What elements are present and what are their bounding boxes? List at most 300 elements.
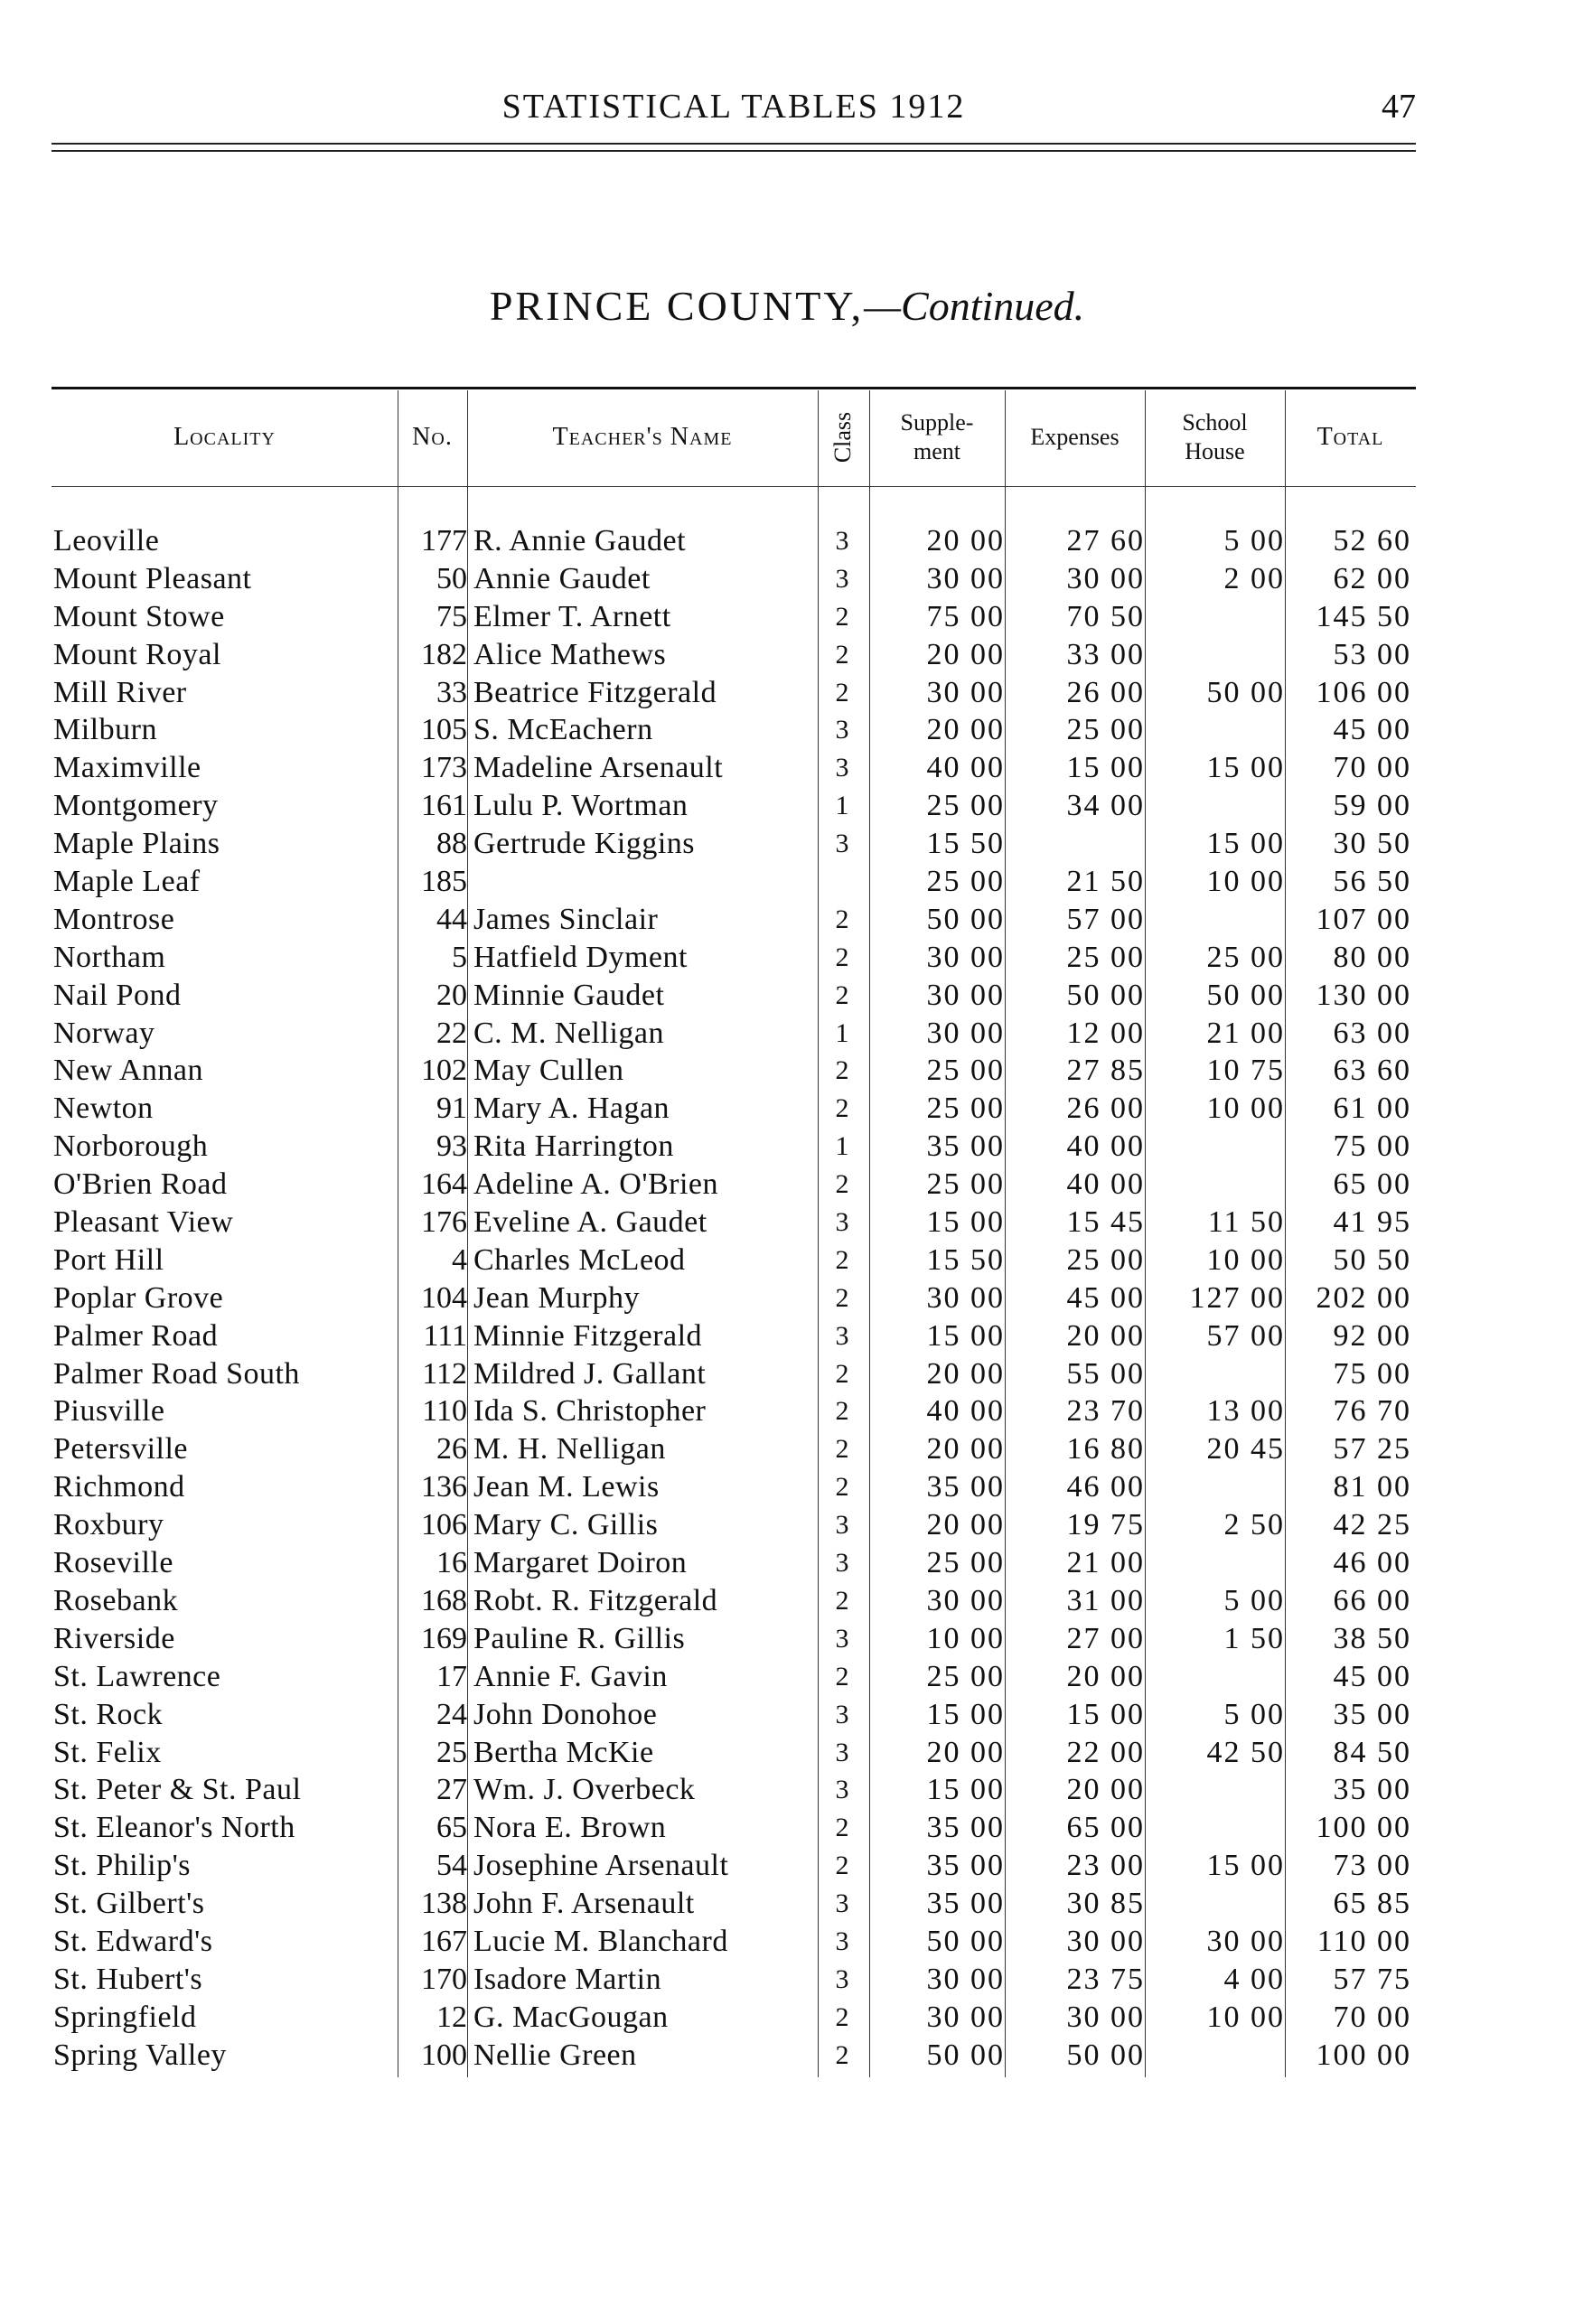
cell-teacher-name: Josephine Arsenault [473, 1849, 729, 1883]
cell-teacher-name: Ida S. Christopher [473, 1394, 707, 1429]
cell-supplement: 35 00 [926, 1849, 1005, 1883]
cell-expenses: 26 00 [1066, 1092, 1145, 1126]
running-title: STATISTICAL TABLES 1912 [501, 88, 966, 126]
table-row [52, 787, 1416, 825]
cell-class: 2 [835, 1813, 849, 1843]
cell-locality: Mount Pleasant [53, 561, 252, 595]
cell-class: 3 [835, 1510, 849, 1541]
header-class [818, 390, 869, 484]
cell-total: 63 00 [1333, 1016, 1411, 1050]
county-name: PRINCE COUNTY, [489, 283, 865, 329]
cell-total: 66 00 [1333, 1583, 1411, 1617]
cell-total: 130 00 [1316, 978, 1411, 1012]
cell-total: 75 00 [1333, 1129, 1411, 1164]
cell-teacher-name: Wm. J. Overbeck [473, 1773, 696, 1807]
cell-teacher-name: Eveline A. Gaudet [473, 1205, 707, 1240]
cell-locality: Spring Valley [53, 2038, 227, 2072]
table-row [52, 1809, 1416, 1847]
table-row [52, 1734, 1416, 1772]
cell-class: 3 [835, 1888, 849, 1919]
cell-school-house: 21 00 [1206, 1016, 1285, 1050]
cell-locality: St. Edward's [53, 1924, 213, 1958]
cell-no: 12 [436, 2000, 467, 2034]
table-row [52, 1923, 1416, 1961]
cell-no: 112 [422, 1356, 467, 1391]
cell-expenses: 25 00 [1066, 940, 1145, 974]
cell-expenses: 40 00 [1066, 1167, 1145, 1202]
cell-school-house: 10 00 [1206, 1092, 1285, 1126]
cell-expenses: 50 00 [1066, 978, 1145, 1012]
cell-teacher-name: Charles McLeod [473, 1242, 686, 1277]
cell-expenses: 27 60 [1066, 524, 1145, 558]
cell-school-house: 13 00 [1206, 1394, 1285, 1429]
cell-no: 170 [421, 1962, 467, 1996]
cell-locality: O'Brien Road [53, 1167, 228, 1202]
cell-teacher-name: Mary A. Hagan [473, 1092, 670, 1126]
cell-class: 3 [835, 1737, 849, 1767]
cell-no: 177 [421, 524, 467, 558]
cell-teacher-name: Gertrude Kiggins [473, 827, 696, 861]
cell-total: 45 00 [1333, 1659, 1411, 1693]
cell-school-house: 50 00 [1206, 675, 1285, 709]
cell-teacher-name: Elmer T. Arnett [473, 599, 671, 633]
cell-locality: St. Lawrence [53, 1659, 221, 1693]
cell-locality: Pleasant View [53, 1205, 234, 1240]
table-row [52, 1052, 1416, 1090]
cell-expenses: 15 00 [1066, 751, 1145, 785]
header-total: Total [1316, 423, 1384, 451]
cell-supplement: 50 00 [926, 2038, 1005, 2072]
table-row [52, 1620, 1416, 1658]
cell-total: 57 25 [1333, 1432, 1411, 1467]
cell-teacher-name: James Sinclair [473, 902, 659, 936]
cell-class: 3 [835, 1926, 849, 1956]
table-row [52, 674, 1416, 712]
cell-class: 2 [835, 1434, 849, 1465]
cell-expenses: 26 00 [1066, 675, 1145, 709]
cell-locality: St. Gilbert's [53, 1887, 205, 1921]
cell-no: 91 [436, 1092, 467, 1126]
cell-class: 3 [835, 1548, 849, 1579]
cell-total: 107 00 [1316, 902, 1411, 936]
table-top-rule [52, 387, 1416, 389]
cell-expenses: 34 00 [1066, 789, 1145, 823]
cell-locality: Montrose [53, 902, 175, 936]
cell-class: 2 [835, 1055, 849, 1086]
cell-no: 75 [436, 599, 467, 633]
cell-class: 3 [835, 1775, 849, 1805]
cell-locality: Richmond [53, 1470, 185, 1504]
cell-expenses: 15 45 [1066, 1205, 1145, 1240]
cell-supplement: 15 50 [926, 1242, 1005, 1277]
cell-class: 2 [835, 904, 849, 934]
cell-expenses: 27 85 [1066, 1054, 1145, 1088]
cell-expenses: 20 00 [1066, 1659, 1145, 1693]
cell-supplement: 25 00 [926, 1546, 1005, 1580]
cell-expenses: 15 00 [1066, 1697, 1145, 1731]
cell-teacher-name: S. McEachern [473, 713, 653, 747]
cell-teacher-name: Nellie Green [473, 2038, 637, 2072]
table-body [52, 522, 1416, 2075]
cell-supplement: 30 00 [926, 2000, 1005, 2034]
cell-total: 59 00 [1333, 789, 1411, 823]
cell-teacher-name: Annie Gaudet [473, 561, 651, 595]
statistics-table [52, 387, 1416, 2077]
cell-class: 2 [835, 1358, 849, 1389]
cell-total: 42 25 [1333, 1508, 1411, 1542]
header-rule-bottom [52, 150, 1416, 152]
cell-school-house: 2 00 [1223, 561, 1285, 595]
cell-total: 73 00 [1333, 1849, 1411, 1883]
cell-supplement: 30 00 [926, 1016, 1005, 1050]
cell-class: 1 [835, 1017, 849, 1048]
cell-expenses: 25 00 [1066, 713, 1145, 747]
cell-school-house: 15 00 [1206, 827, 1285, 861]
cell-supplement: 15 00 [926, 1205, 1005, 1240]
table-row [52, 1355, 1416, 1393]
cell-class: 2 [835, 1169, 849, 1200]
cell-total: 30 50 [1333, 827, 1411, 861]
cell-locality: New Annan [53, 1054, 203, 1088]
cell-no: 100 [421, 2038, 467, 2072]
cell-teacher-name: R. Annie Gaudet [473, 524, 687, 558]
cell-total: 63 60 [1333, 1054, 1411, 1088]
table-row [52, 863, 1416, 901]
cell-supplement: 25 00 [926, 865, 1005, 899]
table-row [52, 1015, 1416, 1053]
cell-expenses: 55 00 [1066, 1356, 1145, 1391]
cell-total: 53 00 [1333, 637, 1411, 671]
cell-no: 4 [452, 1242, 467, 1277]
cell-teacher-name: Lulu P. Wortman [473, 789, 689, 823]
cell-teacher-name: John F. Arsenault [473, 1887, 695, 1921]
cell-locality: Mount Stowe [53, 599, 225, 633]
cell-teacher-name: Isadore Martin [473, 1962, 662, 1996]
cell-class: 2 [835, 942, 849, 972]
cell-total: 65 85 [1333, 1887, 1411, 1921]
cell-locality: Rosebank [53, 1583, 179, 1617]
cell-teacher-name: C. M. Nelligan [473, 1016, 664, 1050]
cell-teacher-name: Mildred J. Gallant [473, 1356, 707, 1391]
table-row [52, 1999, 1416, 2037]
table-row [52, 1582, 1416, 1620]
cell-total: 56 50 [1333, 865, 1411, 899]
cell-expenses: 16 80 [1066, 1432, 1145, 1467]
cell-school-house: 10 00 [1206, 2000, 1285, 2034]
cell-locality: Palmer Road [53, 1318, 219, 1353]
cell-supplement: 25 00 [926, 1659, 1005, 1693]
cell-teacher-name: John Donohoe [473, 1697, 658, 1731]
cell-no: 161 [421, 789, 467, 823]
cell-class: 2 [835, 601, 849, 632]
cell-teacher-name: M. H. Nelligan [473, 1432, 666, 1467]
cell-expenses: 65 00 [1066, 1811, 1145, 1845]
cell-teacher-name: Jean Murphy [473, 1280, 640, 1315]
cell-no: 106 [421, 1508, 467, 1542]
cell-total: 80 00 [1333, 940, 1411, 974]
table-row [52, 1430, 1416, 1468]
cell-class: 2 [835, 2001, 849, 2032]
table-row [52, 1658, 1416, 1696]
cell-school-house: 11 50 [1207, 1205, 1285, 1240]
cell-school-house: 1 50 [1223, 1621, 1285, 1655]
cell-teacher-name: Bertha McKie [473, 1735, 654, 1769]
cell-locality: Springfield [53, 2000, 197, 2034]
cell-school-house: 10 00 [1206, 1242, 1285, 1277]
cell-class: 2 [835, 1851, 849, 1881]
cell-no: 24 [436, 1697, 467, 1731]
cell-locality: St. Hubert's [53, 1962, 203, 1996]
cell-teacher-name: Adeline A. O'Brien [473, 1167, 719, 1202]
cell-teacher-name: Jean M. Lewis [473, 1470, 660, 1504]
cell-locality: St. Felix [53, 1735, 162, 1769]
cell-total: 100 00 [1316, 1811, 1411, 1845]
table-row [52, 1847, 1416, 1885]
cell-class: 2 [835, 1585, 849, 1616]
cell-supplement: 40 00 [926, 751, 1005, 785]
cell-school-house: 25 00 [1206, 940, 1285, 974]
cell-supplement: 30 00 [926, 978, 1005, 1012]
cell-total: 75 00 [1333, 1356, 1411, 1391]
table-row [52, 636, 1416, 674]
cell-total: 38 50 [1333, 1621, 1411, 1655]
cell-locality: Palmer Road South [53, 1356, 300, 1391]
cell-class: 1 [835, 1131, 849, 1162]
header-rule-top [52, 143, 1416, 145]
cell-supplement: 25 00 [926, 1167, 1005, 1202]
cell-school-house: 50 00 [1206, 978, 1285, 1012]
cell-no: 44 [436, 902, 467, 936]
page-header [52, 87, 1416, 132]
cell-no: 20 [436, 978, 467, 1012]
cell-no: 185 [421, 865, 467, 899]
cell-locality: Leoville [53, 524, 160, 558]
cell-supplement: 25 00 [926, 789, 1005, 823]
cell-class: 1 [835, 791, 849, 821]
cell-no: 16 [436, 1546, 467, 1580]
cell-class: 3 [835, 526, 849, 556]
cell-total: 35 00 [1333, 1773, 1411, 1807]
cell-supplement: 20 00 [926, 637, 1005, 671]
cell-total: 70 00 [1333, 2000, 1411, 2034]
cell-teacher-name: Minnie Gaudet [473, 978, 665, 1012]
cell-supplement: 35 00 [926, 1129, 1005, 1164]
table-row [52, 1204, 1416, 1242]
cell-no: 167 [421, 1924, 467, 1958]
cell-expenses: 70 50 [1066, 599, 1145, 633]
cell-supplement: 30 00 [926, 1962, 1005, 1996]
cell-class: 2 [835, 2039, 849, 2070]
cell-school-house: 2 50 [1223, 1508, 1285, 1542]
cell-total: 100 00 [1316, 2038, 1411, 2072]
table-row [52, 1696, 1416, 1734]
table-row [52, 1544, 1416, 1582]
cell-total: 50 50 [1333, 1242, 1411, 1277]
header-supplement: Supple-ment [900, 409, 974, 464]
cell-no: 93 [436, 1129, 467, 1164]
cell-expenses: 22 00 [1066, 1735, 1145, 1769]
cell-locality: Nail Pond [53, 978, 182, 1012]
cell-supplement: 35 00 [926, 1887, 1005, 1921]
cell-expenses: 45 00 [1066, 1280, 1145, 1315]
cell-supplement: 30 00 [926, 1280, 1005, 1315]
cell-school-house: 57 00 [1206, 1318, 1285, 1353]
cell-teacher-name: Minnie Fitzgerald [473, 1318, 703, 1353]
cell-no: 22 [436, 1016, 467, 1050]
cell-teacher-name: Robt. R. Fitzgerald [473, 1583, 718, 1617]
cell-no: 104 [421, 1280, 467, 1315]
cell-supplement: 50 00 [926, 902, 1005, 936]
cell-expenses: 30 85 [1066, 1887, 1145, 1921]
cell-total: 45 00 [1333, 713, 1411, 747]
table-row [52, 977, 1416, 1015]
cell-locality: St. Philip's [53, 1849, 191, 1883]
cell-school-house: 30 00 [1206, 1924, 1285, 1958]
cell-locality: Piusville [53, 1394, 165, 1429]
cell-total: 61 00 [1333, 1092, 1411, 1126]
cell-no: 27 [436, 1773, 467, 1807]
cell-locality: Northam [53, 940, 166, 974]
cell-expenses: 30 00 [1066, 2000, 1145, 2034]
cell-total: 92 00 [1333, 1318, 1411, 1353]
cell-teacher-name: G. MacGougan [473, 2000, 669, 2034]
table-row [52, 711, 1416, 749]
cell-supplement: 15 00 [926, 1318, 1005, 1353]
cell-class: 3 [835, 1623, 849, 1654]
cell-class: 3 [835, 829, 849, 859]
cell-locality: Mill River [53, 675, 187, 709]
cell-class: 2 [835, 1244, 849, 1275]
cell-supplement: 30 00 [926, 561, 1005, 595]
cell-expenses: 30 00 [1066, 561, 1145, 595]
cell-total: 110 00 [1316, 1924, 1411, 1958]
table-row [52, 939, 1416, 977]
cell-expenses: 57 00 [1066, 902, 1145, 936]
cell-no: 5 [452, 940, 467, 974]
table-row [52, 1166, 1416, 1204]
table-row [52, 2037, 1416, 2075]
cell-no: 17 [436, 1659, 467, 1693]
cell-locality: Maximville [53, 751, 201, 785]
cell-teacher-name: Alice Mathews [473, 637, 667, 671]
cell-teacher-name: Margaret Doiron [473, 1546, 688, 1580]
cell-supplement: 20 00 [926, 1356, 1005, 1391]
cell-no: 26 [436, 1432, 467, 1467]
cell-locality: St. Rock [53, 1697, 164, 1731]
cell-no: 25 [436, 1735, 467, 1769]
cell-locality: Milburn [53, 713, 157, 747]
cell-no: 168 [421, 1583, 467, 1617]
cell-school-house: 4 00 [1223, 1962, 1285, 1996]
cell-locality: St. Eleanor's North [53, 1811, 295, 1845]
cell-locality: Norborough [53, 1129, 209, 1164]
cell-school-house: 5 00 [1223, 1583, 1285, 1617]
cell-class: 2 [835, 1396, 849, 1427]
cell-class: 2 [835, 1661, 849, 1691]
cell-supplement: 20 00 [926, 1508, 1005, 1542]
table-header-rule [52, 486, 1416, 487]
cell-teacher-name: May Cullen [473, 1054, 624, 1088]
table-row [52, 1090, 1416, 1128]
cell-total: 41 95 [1333, 1205, 1411, 1240]
cell-expenses: 46 00 [1066, 1470, 1145, 1504]
cell-expenses: 40 00 [1066, 1129, 1145, 1164]
header-teacher-name: Teacher's Name [552, 423, 733, 451]
table-row [52, 825, 1416, 863]
cell-supplement: 30 00 [926, 675, 1005, 709]
cell-no: 54 [436, 1849, 467, 1883]
cell-class: 2 [835, 639, 849, 670]
table-row [52, 1885, 1416, 1923]
cell-total: 81 00 [1333, 1470, 1411, 1504]
cell-locality: Montgomery [53, 789, 219, 823]
cell-school-house: 42 50 [1206, 1735, 1285, 1769]
cell-no: 182 [421, 637, 467, 671]
cell-expenses: 19 75 [1066, 1508, 1145, 1542]
cell-expenses: 23 00 [1066, 1849, 1145, 1883]
cell-total: 35 00 [1333, 1697, 1411, 1731]
cell-locality: St. Peter & St. Paul [53, 1773, 302, 1807]
cell-supplement: 15 50 [926, 827, 1005, 861]
cell-class: 2 [835, 1093, 849, 1124]
cell-total: 70 00 [1333, 751, 1411, 785]
cell-no: 176 [421, 1205, 467, 1240]
cell-supplement: 75 00 [926, 599, 1005, 633]
cell-total: 84 50 [1333, 1735, 1411, 1769]
cell-expenses: 30 00 [1066, 1924, 1145, 1958]
cell-school-house: 15 00 [1206, 1849, 1285, 1883]
cell-total: 76 70 [1333, 1394, 1411, 1429]
table-row [52, 522, 1416, 560]
cell-expenses: 33 00 [1066, 637, 1145, 671]
cell-locality: Maple Leaf [53, 865, 201, 899]
table-row [52, 1961, 1416, 1999]
cell-no: 50 [436, 561, 467, 595]
cell-total: 57 75 [1333, 1962, 1411, 1996]
cell-total: 62 00 [1333, 561, 1411, 595]
cell-locality: Poplar Grove [53, 1280, 224, 1315]
cell-class: 3 [835, 1963, 849, 1994]
cell-school-house: 15 00 [1206, 751, 1285, 785]
cell-expenses: 20 00 [1066, 1318, 1145, 1353]
cell-school-house: 5 00 [1223, 524, 1285, 558]
table-row [52, 749, 1416, 787]
cell-teacher-name: Rita Harrington [473, 1129, 674, 1164]
cell-supplement: 15 00 [926, 1697, 1005, 1731]
cell-locality: Port Hill [53, 1242, 164, 1277]
cell-teacher-name: Lucie M. Blanchard [473, 1924, 728, 1958]
cell-school-house: 5 00 [1223, 1697, 1285, 1731]
cell-total: 52 60 [1333, 524, 1411, 558]
cell-supplement: 35 00 [926, 1470, 1005, 1504]
cell-teacher-name: Nora E. Brown [473, 1811, 667, 1845]
cell-supplement: 25 00 [926, 1092, 1005, 1126]
cell-locality: Petersville [53, 1432, 189, 1467]
cell-supplement: 20 00 [926, 524, 1005, 558]
table-row [52, 560, 1416, 598]
cell-class: 3 [835, 753, 849, 783]
cell-locality: Maple Plains [53, 827, 220, 861]
cell-expenses: 23 70 [1066, 1394, 1145, 1429]
cell-locality: Roseville [53, 1546, 173, 1580]
header-expenses: Expenses [1030, 424, 1120, 450]
cell-class: 2 [835, 1282, 849, 1313]
table-row [52, 1771, 1416, 1809]
cell-expenses: 23 75 [1066, 1962, 1145, 1996]
table-row [52, 1128, 1416, 1166]
cell-class: 3 [835, 1320, 849, 1351]
cell-expenses: 25 00 [1066, 1242, 1145, 1277]
